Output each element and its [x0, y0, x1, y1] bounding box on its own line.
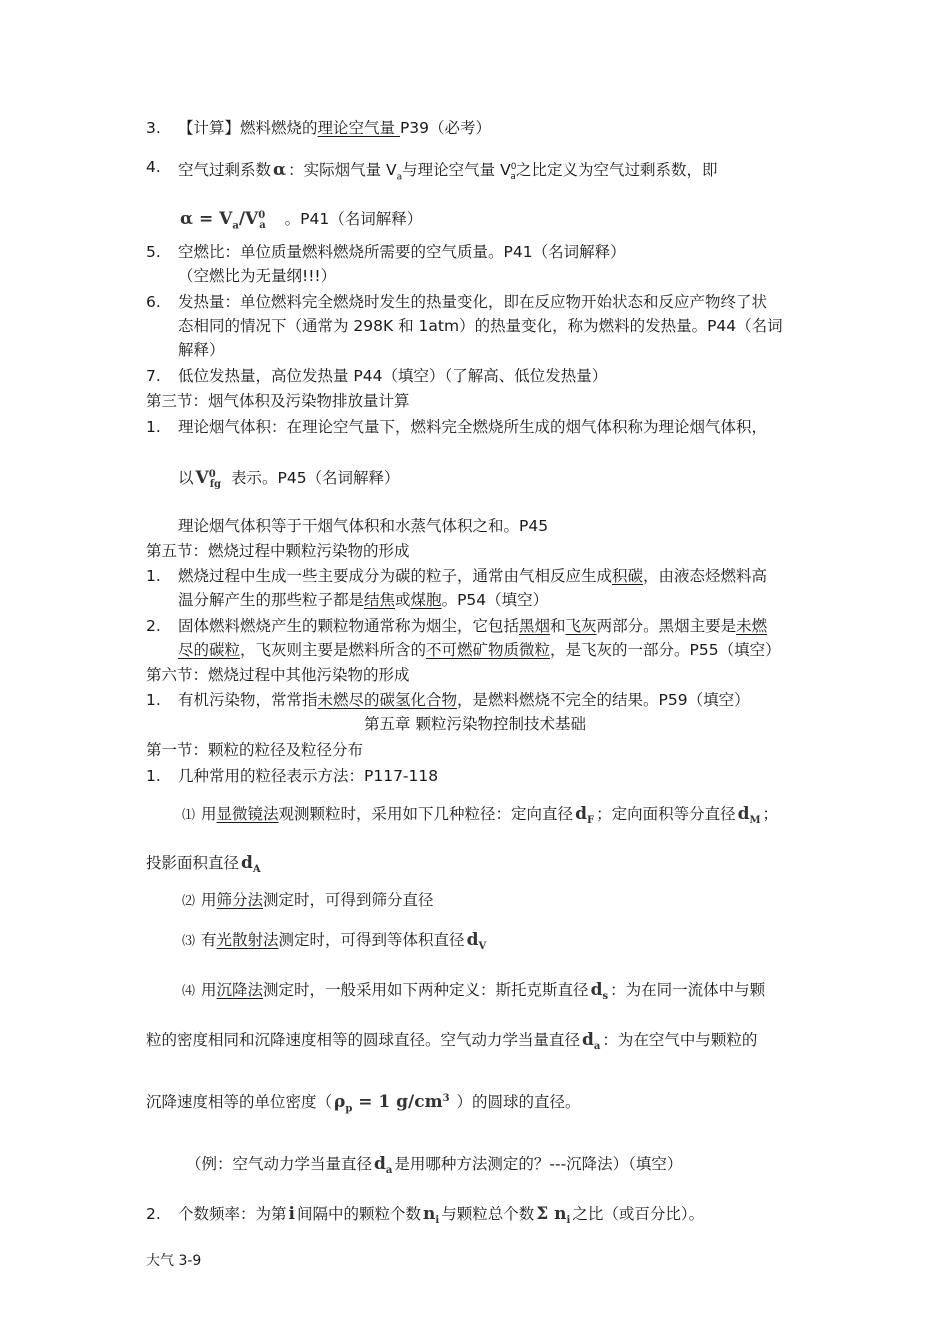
- index-symbol: i: [288, 1204, 295, 1224]
- ch5-point3: ⑶ 有光散射法测定时，可得到等体积直径 $d_V$: [182, 929, 488, 958]
- ch5-point2: ⑵ 用筛分法测定时，可得到筛分直径: [182, 891, 434, 909]
- underlined-term: 未燃: [736, 617, 768, 635]
- diameter-symbol: $d_F$: [575, 804, 595, 827]
- item-number: 6.: [146, 293, 161, 311]
- item-number: 7.: [146, 367, 161, 385]
- density-formula: $\rho_p = 1$ $g/cm^3$: [334, 1092, 450, 1115]
- ch5-point4-line1: ⑷ 用沉降法测定时，一般采用如下两种定义：斯托克斯直径 $d_s$ ：为在同一流体中与颗: [182, 979, 765, 1008]
- item-5-line2: （空燃比为无量纲!!!）: [178, 267, 337, 285]
- underlined-term: 飞灰: [565, 617, 597, 635]
- underlined-term: 显微镜法: [216, 805, 279, 823]
- diameter-symbol: $d_a$: [582, 1030, 601, 1053]
- item-4-line1: 空气过剩系数 α ：实际烟气量 $V_a$与理论空气量 $V^0_a$之比定义为空气过剩系数，即: [178, 160, 718, 183]
- sec5-item2-line2: 尽的碳粒，飞灰则主要是燃料所含的不可燃矿物质微粒，是飞灰的一部分。P55（填空）: [178, 641, 781, 659]
- underlined-term: 光散射法: [216, 931, 279, 949]
- alpha-symbol: α: [273, 160, 287, 181]
- sec3-item1-line2: 以 $V^0_{fg}$ 表示。P45（名词解释）: [178, 464, 400, 496]
- item-number: 3.: [146, 119, 161, 137]
- item-3-text: 【计算】燃料燃烧的理论空气量 P39（必考）: [178, 119, 492, 137]
- underlined-term: 黑烟: [519, 617, 551, 635]
- sum-symbol: Σ $n_i$: [536, 1204, 571, 1227]
- sec5-item1-line1: 燃烧过程中生成一些主要成分为碳的粒子，通常由气相反应生成积碳，由液态烃燃料高: [178, 567, 768, 585]
- flue-gas-volume-symbol: $V^0_{fg}$: [195, 468, 221, 491]
- section-heading: 第五节：燃烧过程中颗粒污染物的形成: [146, 542, 410, 560]
- item-number: 2.: [146, 617, 161, 635]
- diameter-symbol: $d_a$: [374, 1154, 393, 1177]
- ch5-example: （例：空气动力学当量直径 $d_a$ 是用哪种方法测定的？---沉降法）（填空）: [186, 1153, 682, 1182]
- item-number: 1.: [146, 567, 161, 585]
- underlined-term: 煤胞: [410, 591, 442, 609]
- count-symbol: $n_i$: [423, 1204, 440, 1227]
- item-number: 1.: [146, 767, 161, 785]
- underlined-term: 理论空气量: [317, 119, 400, 137]
- underlined-term: 积碳: [612, 567, 644, 585]
- diameter-symbol: $d_A$: [241, 853, 261, 876]
- diameter-symbol: $d_s$: [590, 980, 609, 1003]
- sec5-item1-line2: 温分解产生的那些粒子都是结焦或煤胞。P54（填空）: [178, 591, 549, 609]
- section-heading: 第一节：颗粒的粒径及粒径分布: [146, 741, 364, 759]
- item-5-line1: 空燃比：单位质量燃料燃烧所需要的空气质量。P41（名词解释）: [178, 243, 626, 261]
- sec3-item1-line1: 理论烟气体积：在理论空气量下，燃料完全燃烧所生成的烟气体积称为理论烟气体积，: [178, 418, 768, 436]
- underlined-term: 筛分法: [216, 891, 264, 909]
- item-6-line1: 发热量：单位燃料完全燃烧时发生的热量变化，即在反应物开始状态和反应产物终了状: [178, 293, 768, 311]
- diameter-symbol: $d_M$: [737, 804, 761, 827]
- item-number: 5.: [146, 243, 161, 261]
- underlined-term: 沉降法: [216, 981, 264, 999]
- diameter-symbol: $d_V$: [466, 930, 487, 953]
- chapter-title: 第五章 颗粒污染物控制技术基础: [364, 715, 586, 733]
- item-6-line3: 解释）: [178, 341, 225, 359]
- page-footer: 大气 3-9: [146, 1253, 202, 1269]
- item-7-text: 低位发热量，高位发热量 P44（填空）（了解高、低位发热量）: [178, 367, 608, 385]
- ch5-item2-text: 个数频率：为第 i 间隔中的颗粒个数 $n_i$ 与颗粒总个数 Σ $n_i$ 之比（或百分比）。: [178, 1203, 704, 1232]
- underlined-term: 结焦: [364, 591, 396, 609]
- sec3-note: 理论烟气体积等于干烟气体积和水蒸气体积之和。P45: [178, 517, 549, 535]
- item-4-line2: $\alpha = V_a/V^0_a$ 。P41（名词解释）: [178, 205, 422, 237]
- ch5-point4-line3: 沉降速度相等的单位密度（ $\rho_p = 1$ $g/cm^3$ ）的圆球的直径。: [146, 1088, 581, 1120]
- item-6-line2: 态相同的情况下（通常为 298K 和 1atm）的热量变化，称为燃料的发热量。P44（名词: [178, 317, 783, 335]
- item-number: 2.: [146, 1205, 161, 1223]
- underlined-term: 尽的碳粒: [178, 641, 241, 659]
- ch5-point4-line2: 粒的密度相同和沉降速度相等的圆球直径。空气动力学当量直径 $d_a$ ：为在空气中与颗粒的: [146, 1029, 757, 1058]
- item-number: 1.: [146, 418, 161, 436]
- excess-air-formula: $\alpha = V_a/V^0_a$: [180, 209, 266, 232]
- section-heading: 第三节：烟气体积及污染物排放量计算: [146, 392, 410, 410]
- ch5-point1-line2: 投影面积直径 $d_A$: [146, 852, 263, 881]
- item-number: 4.: [146, 158, 161, 176]
- ch5-point1-line1: ⑴ 用显微镜法观测颗粒时，采用如下几种粒径：定向直径 $d_F$ ；定向面积等分直径 $d_M$ ；: [182, 803, 778, 832]
- underlined-term: 未燃尽的碳氢化合物: [317, 691, 458, 709]
- underlined-term: 不可燃矿物质微粒: [426, 641, 551, 659]
- sec5-item2-line1: 固体燃料燃烧产生的颗粒物通常称为烟尘，它包括黑烟和飞灰两部分。黑烟主要是未燃: [178, 617, 768, 635]
- item-number: 1.: [146, 691, 161, 709]
- section-heading: 第六节：燃烧过程中其他污染物的形成: [146, 666, 410, 684]
- sec6-item1-text: 有机污染物，常常指未燃尽的碳氢化合物，是燃料燃烧不完全的结果。P59（填空）: [178, 691, 750, 709]
- ch5-item1-text: 几种常用的粒径表示方法：P117-118: [178, 767, 439, 785]
